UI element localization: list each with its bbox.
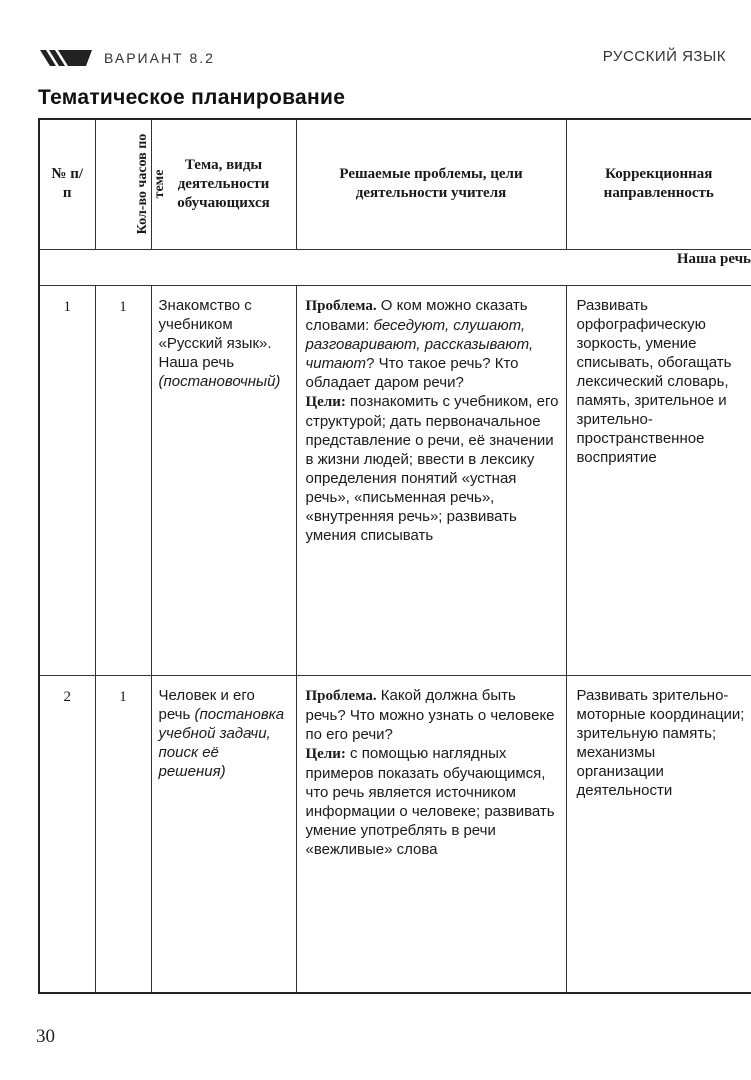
table-row: [39, 675, 751, 993]
problem-label: Проблема.: [305, 297, 377, 314]
row-problem: [296, 285, 566, 675]
col-header-topic: Тема, виды деятельности обучающихся: [151, 119, 296, 249]
goals-label: Цели:: [305, 393, 346, 410]
col-header-problems: Решаемые проблемы, цели деятельности учителя: [296, 119, 566, 249]
header-stripes-icon: [40, 50, 92, 66]
row-num: 1: [39, 285, 95, 675]
row-topic-main: Человек и его речь: [158, 686, 255, 723]
variant-label: ВАРИАНТ 8.2: [104, 50, 215, 66]
col-header-hours-text: Кол-во часов по теме: [134, 133, 167, 235]
row-hours: 1: [95, 675, 151, 993]
page-header-left: [40, 50, 215, 66]
col-header-num: № п/п: [39, 119, 95, 249]
row-topic-italic: (постановка учебной задачи, поиск её решения): [158, 705, 285, 780]
table-header-row: [39, 119, 751, 249]
goals-text: познакомить с учебником, его структурой; дать первоначальное представление о речи, её значении в жизни людей; ввести в лексику определения понятий «устная речь», «письменная речь», «внутренняя речь»; развивать умения списывать: [305, 392, 559, 544]
subject-label: РУССКИЙ ЯЗЫК: [602, 48, 726, 65]
goals-label: Цели:: [305, 745, 346, 762]
section-row: [39, 249, 751, 285]
col-header-correction: Коррекционная направленность: [566, 119, 751, 249]
problem-italic: беседуют, слушают, разговаривают, рассказывают, читают: [305, 316, 534, 372]
row-hours: 1: [95, 285, 151, 675]
page-title: Тематическое планирование: [38, 86, 346, 109]
row-topic-italic: (постановочный): [158, 372, 281, 390]
row-topic: [151, 675, 296, 993]
problem-label: Проблема.: [305, 687, 377, 704]
problem-text-2: ? Что такое речь? Кто обладает даром речи?: [305, 354, 519, 391]
planning-table: [38, 118, 751, 994]
row-topic-main: Знакомство с учебником «Русский язык». Наша речь: [158, 296, 272, 371]
row-problem: [296, 675, 566, 993]
row-correction: Развивать орфографическую зоркость, умение списывать, обогащать лексический словарь, память, зрительное и зрительно-пространственное восприятие: [566, 285, 751, 675]
page-number: 30: [36, 1026, 55, 1047]
col-header-hours: [95, 119, 167, 249]
problem-text-1: О ком можно сказать словами:: [305, 296, 528, 334]
row-topic: [151, 285, 296, 675]
table-row: [39, 285, 751, 675]
problem-text-1: Какой должна быть речь? Что можно узнать о человеке по его речи?: [305, 686, 555, 743]
row-correction: Развивать зрительно-моторные координации; зрительную память; механизмы организации деятельности: [566, 675, 751, 993]
row-num: 2: [39, 675, 95, 993]
section-title: Наша речь: [39, 249, 751, 285]
goals-text: с помощью наглядных примеров показать обучающимся, что речь является источником информации о человеке; развивать умение употреблять в речи «вежливые» слова: [305, 744, 555, 858]
